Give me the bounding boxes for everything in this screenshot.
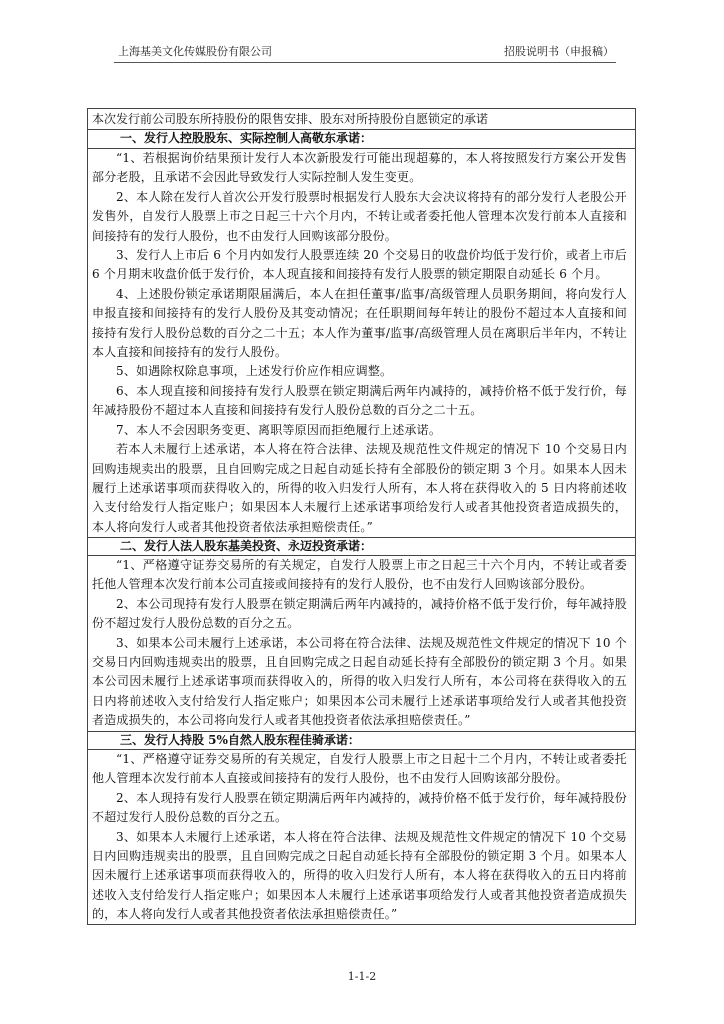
paragraph: 6、本人现直接和间接持有发行人股票在锁定期满后两年内减持的，减持价格不低于发行价，每年减持股份不超过本人直接和间接持有发行人股份总数的百分之二十五。: [92, 383, 627, 418]
commitment-box: [87, 108, 636, 925]
page-number: 1-1-2: [347, 970, 377, 983]
document-type: 招股说明书（申报稿）: [504, 45, 614, 58]
box-title: 本次发行前公司股东所持股份的限售安排、股东对所持股份自愿锁定的承诺: [88, 109, 635, 130]
section-heading: 一、发行人控股股东、实际控制人高敬东承诺：: [88, 130, 635, 149]
section-controlling-shareholder: [88, 130, 635, 537]
paragraph: 2、本人现持有发行人股票在锁定期满后两年内减持的，减持价格不低于发行价，每年减持股份不超过发行人股份总数的百分之五。: [92, 790, 627, 825]
section-heading: 二、发行人法人股东基美投资、永迈投资承诺：: [88, 537, 635, 556]
page-header: [114, 43, 616, 61]
paragraph: 5、如遇除权除息事项，上述发行价应作相应调整。: [116, 364, 393, 379]
section-heading: 三、发行人持股 5%自然人股东程佳骑承诺：: [88, 731, 635, 750]
section-individual-shareholder: [88, 731, 635, 925]
header-divider: [114, 62, 616, 63]
paragraph: “1、若根据询价结果预计发行人本次新股发行可能出现超募的，本人将按照发行方案公开发售部分老股，且承诺不会因此导致发行人实际控制人发生变更。: [92, 151, 627, 185]
paragraph: 3、如果本人未履行上述承诺，本人将在符合法律、法规及规范性文件规定的情况下 10 个交易日内回购违规卖出的股票，且自回购完成之日起自动延长持有全部股份的锁定期 3 个月。如果本人因未履行上述承诺事项而获得收入的，所得的收入归发行人所有，本人将在获得收入的五日内将前述收入支付给发行人指定账户；如果因本人未履行上述承诺事项给发行人或者其他投资者造成损失的，本人将向发行人或者其他投资者依法承担赔偿责任。”: [92, 829, 627, 922]
paragraph: 2、本人除在发行人首次公开发行股票时根据发行人股东大会决议将持有的部分发行人老股公开发售外，自发行人股票上市之日起三十六个月内，不转让或者委托他人管理本次发行前本人直接和间接持有的发行人股份，也不由发行人回购该部分股份。: [92, 189, 627, 243]
company-name: 上海基美文化传媒股份有限公司: [118, 45, 272, 58]
paragraph: 若本人未履行上述承诺，本人将在符合法律、法规及规范性文件规定的情况下 10 个交易日内回购违规卖出的股票，且自回购完成之日起自动延长持有全部股份的锁定期 3 个月。如果本人因未履行上述承诺事项而获得收入的，所得的收入归发行人所有，本人将在获得收入的 5 日内将前述收入支付给发行人指定账户；如果因本人未履行上述承诺事项给发行人或者其他投资者造成损失的，本人将向发行人或者其他投资者依法承担赔偿责任。”: [92, 442, 627, 534]
paragraph: 3、如果本公司未履行上述承诺，本公司将在符合法律、法规及规范性文件规定的情况下 10 个交易日内回购违规卖出的股票，且自回购完成之日起自动延长持有全部股份的锁定期 3 个月。如果本公司因未履行上述承诺事项而获得收入的，所得的收入归发行人所有，本公司将在获得收入的五日内将前述收入支付给发行人指定账户；如果因本公司未履行上述承诺事项给发行人或者其他投资者造成损失的，本公司将向发行人或者其他投资者依法承担赔偿责任。”: [92, 635, 627, 728]
paragraph: “1、严格遵守证券交易所的有关规定，自发行人股票上市之日起十二个月内，不转让或者委托他人管理本次发行前本人直接或间接持有的发行人股份，也不由发行人回购该部分股份。: [92, 752, 627, 786]
paragraph: 4、上述股份锁定承诺期限届满后，本人在担任董事/监事/高级管理人员职务期间，将向发行人申报直接和间接持有的发行人股份及其变动情况；在任职期间每年转让的股份不超过本人直接和间接持有发行人股份总数的百分之二十五；本人作为董事/监事/高级管理人员在离职后半年内，不转让本人直接和间接持有的发行人股份。: [92, 286, 627, 360]
paragraph: 3、发行人上市后 6 个月内如发行人股票连续 20 个交易日的收盘价均低于发行价，或者上市后 6 个月期末收盘价低于发行价，本人现直接和间接持有发行人股票的锁定期限自动延长 6 个月。: [92, 248, 628, 282]
section-corporate-shareholders: [88, 537, 635, 731]
paragraph: 7、本人不会因职务变更、离职等原因而拒绝履行上述承诺。: [116, 422, 442, 437]
paragraph: “1、严格遵守证券交易所的有关规定，自发行人股票上市之日起三十六个月内，不转让或者委托他人管理本次发行前本公司直接或间接持有的发行人股份，也不由发行人回购该部分股份。: [92, 558, 627, 592]
paragraph: 2、本公司现持有发行人股票在锁定期满后两年内减持的，减持价格不低于发行价，每年减持股份不超过发行人股份总数的百分之五。: [92, 596, 627, 631]
